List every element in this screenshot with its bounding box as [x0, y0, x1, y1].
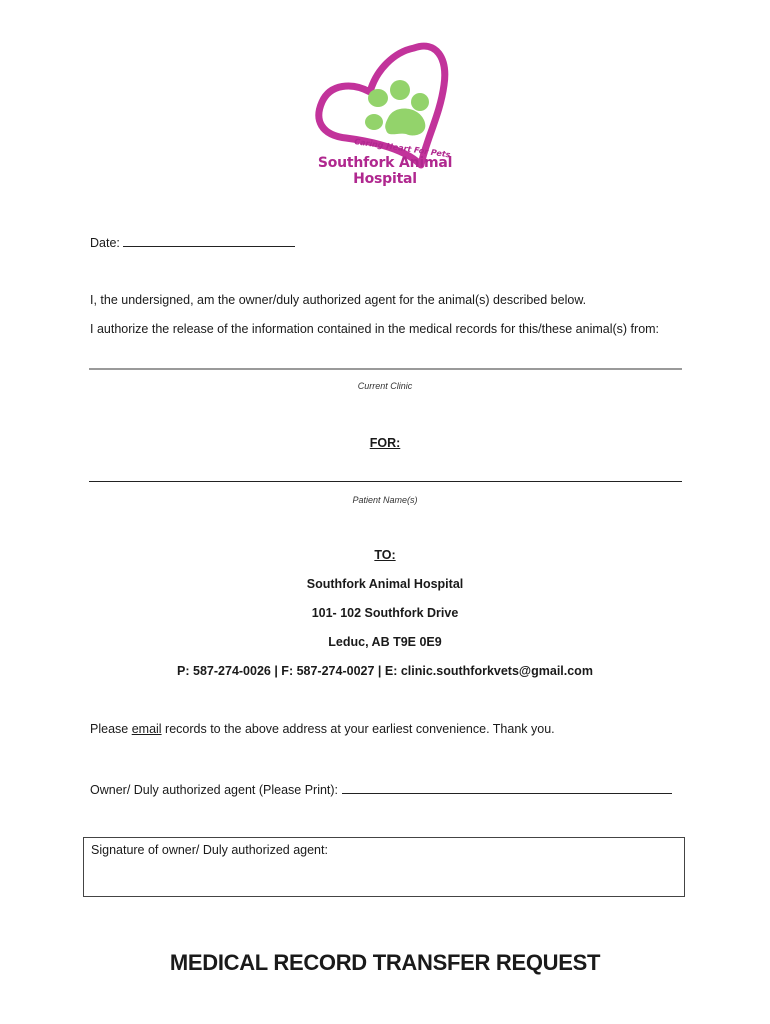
patient-names-caption: Patient Name(s)	[352, 495, 418, 505]
hospital-name-logo: Southfork Animal Hospital	[317, 155, 453, 187]
to-heading: TO:	[374, 548, 396, 562]
for-heading: FOR:	[369, 436, 401, 450]
date-label: Date:	[90, 236, 120, 250]
email-request	[90, 722, 555, 736]
signature-box[interactable]	[83, 837, 685, 897]
document-title: MEDICAL RECORD TRANSFER REQUEST	[169, 950, 601, 975]
print-name-field[interactable]	[342, 781, 672, 794]
current-clinic-field[interactable]	[89, 368, 682, 370]
date-row	[90, 234, 295, 250]
print-name-row	[90, 781, 672, 797]
print-name-label: Owner/ Duly authorized agent (Please Print):	[90, 783, 339, 797]
email-link: email	[131, 722, 162, 736]
recipient-address-1: 101- 102 Southfork Drive	[311, 606, 459, 620]
patient-names-field[interactable]	[89, 481, 682, 482]
recipient-address-2: Leduc, AB T9E 0E9	[328, 635, 442, 649]
email-request-suffix: records to the above address at your earliest convenience. Thank you.	[161, 722, 555, 736]
svg-text:Caring Heart For Pets: Caring Heart For Pets	[353, 137, 451, 160]
signature-label: Signature of owner/ Duly authorized agent:	[91, 843, 328, 857]
current-clinic-caption: Current Clinic	[357, 381, 413, 391]
authorization-statement: I authorize the release of the information contained in the medical records for this/these animal(s) from:	[90, 322, 660, 336]
date-field[interactable]	[123, 234, 295, 247]
email-request-prefix: Please	[90, 722, 132, 736]
recipient-contact: P: 587-274-0026 | F: 587-274-0027 | E: clinic.southforkvets@gmail.com	[177, 664, 593, 678]
owner-statement: I, the undersigned, am the owner/duly authorized agent for the animal(s) described below.	[90, 293, 587, 307]
recipient-name: Southfork Animal Hospital	[306, 577, 464, 591]
